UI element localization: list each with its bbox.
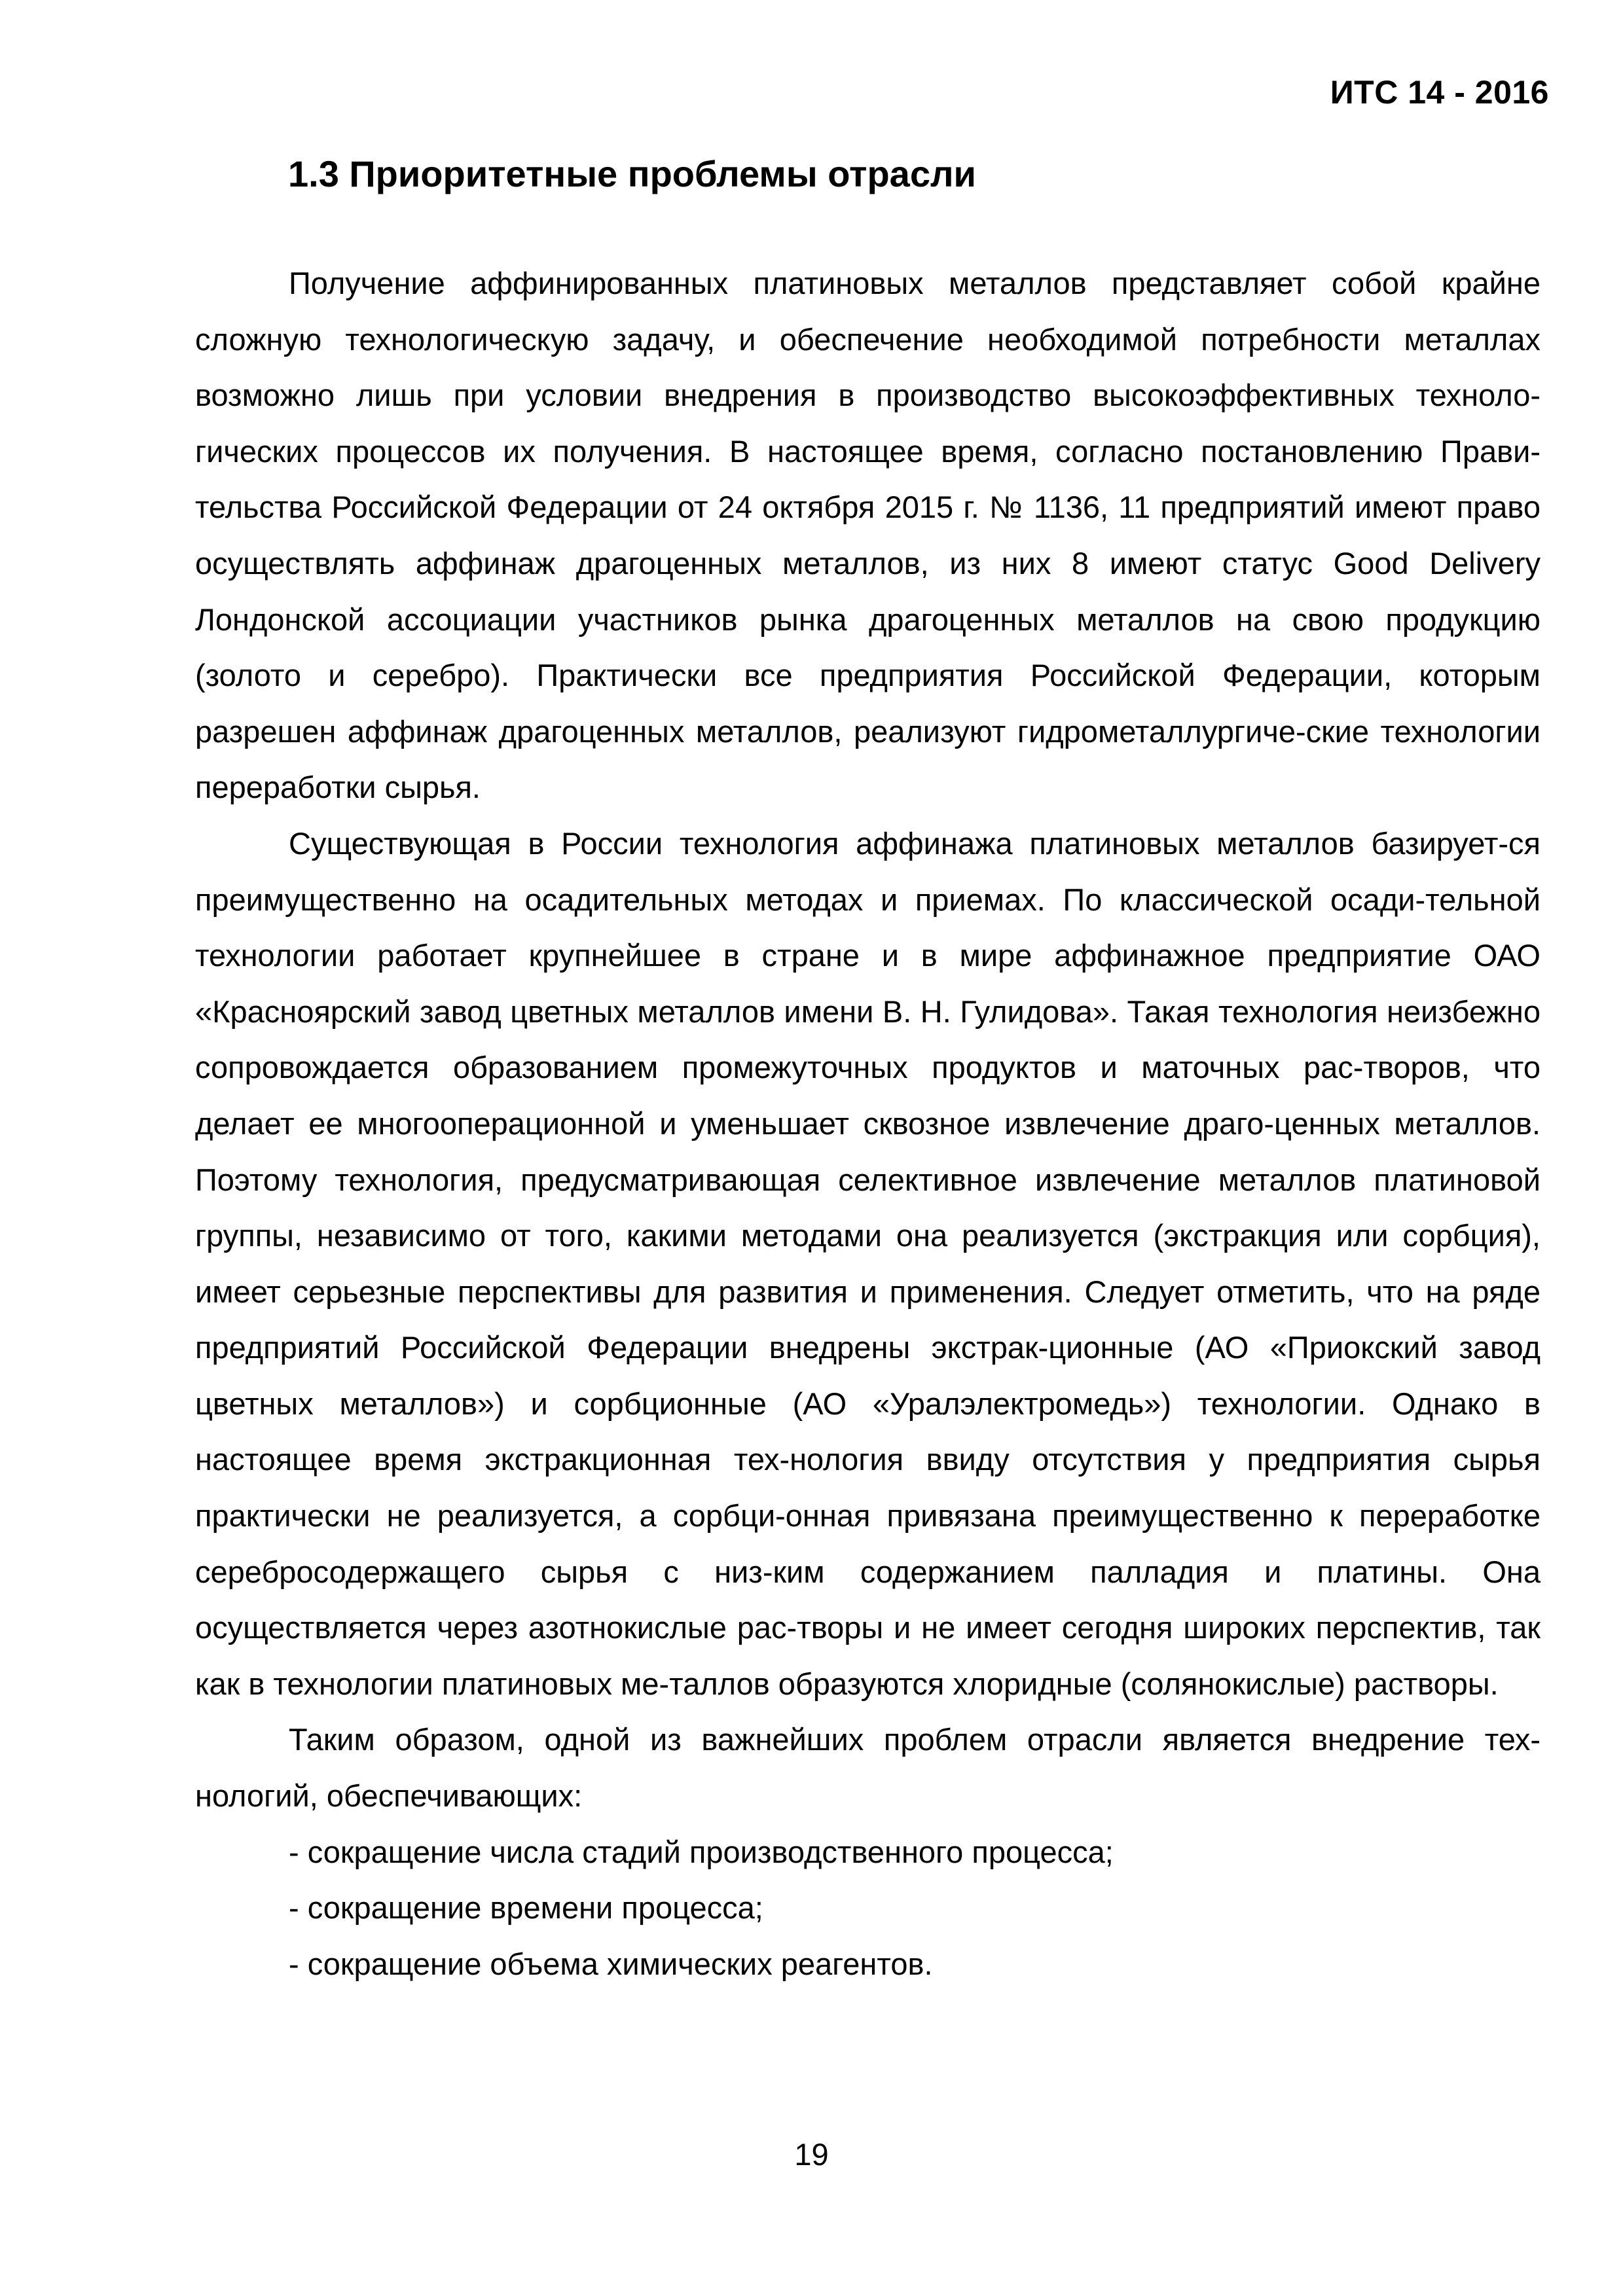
document-code: ИТС 14 - 2016 <box>1330 74 1549 111</box>
body-text <box>195 255 1541 1992</box>
paragraph-3: Таким образом, одной из важнейших проблем отрасли является внедрение тех-нологий, обеспечивающих: <box>195 1722 1541 1814</box>
paragraph-2: Существующая в России технология аффинажа платиновых металлов базирует-ся преимущественно на осадительных методах и приемах. По классической осади-тельной технологии работает крупнейшее в стране и в мире аффинажное предприятие ОАО «Красноярский завод цветных металлов имени В. Н. Гулидова». Такая технология неизбежно сопровождается образованием промежуточных продуктов и маточных рас-творов, что делает ее многооперационной и уменьшает сквозное извлечение драго-ценных металлов. Поэтому технология, предусматривающая селективное извлечение металлов платиновой группы, независимо от того, какими методами она реализуется (экстракция или сорбция), имеет серьезные перспективы для развития и применения. Следует отметить, что на ряде предприятий Российской Федерации внедрены экстрак-ционные (АО «Приокский завод цветных металлов») и сорбционные (АО «Уралэлектромедь») технологии. Однако в настоящее время экстракционная тех-нология ввиду отсутствия у предприятия сырья практически не реализуется, а сорбци-онная привязана преимущественно к переработке серебросодержащего сырья с низ-ким содержанием палладия и платины. Она осуществляется через азотнокислые рас-творы и не имеет сегодня широких перспектив, так как в технологии платиновых ме-таллов образуются хлоридные (солянокислые) растворы. <box>195 825 1541 1701</box>
paragraph-1: Получение аффинированных платиновых металлов представляет собой крайне сложную технологическую задачу, и обеспечение необходимой потребности металлах возможно лишь при условии внедрения в производство высокоэффективных техноло-гических процессов их получения. В настоящее время, согласно постановлению Прави-тельства Российской Федерации от 24 октября 2015 г. № 1136, 11 предприятий имеют право осуществлять аффинаж драгоценных металлов, из них 8 имеют статус Good Delivery Лондонской ассоциации участников рынка драгоценных металлов на свою продукцию (золото и серебро). Практически все предприятия Российской Федерации, которым разрешен аффинаж драгоценных металлов, реализуют гидрометаллургиче-ские технологии переработки сырья. <box>195 266 1541 805</box>
list-item: - сокращение объема химических реагентов. <box>289 1946 933 1981</box>
page-number: 19 <box>794 2137 829 2172</box>
list-item: - сокращение числа стадий производственного процесса; <box>289 1834 1114 1869</box>
list-item: - сокращение времени процесса; <box>289 1890 763 1926</box>
section-heading: 1.3 Приоритетные проблемы отрасли <box>288 153 976 194</box>
requirements-list <box>195 1824 1541 1992</box>
